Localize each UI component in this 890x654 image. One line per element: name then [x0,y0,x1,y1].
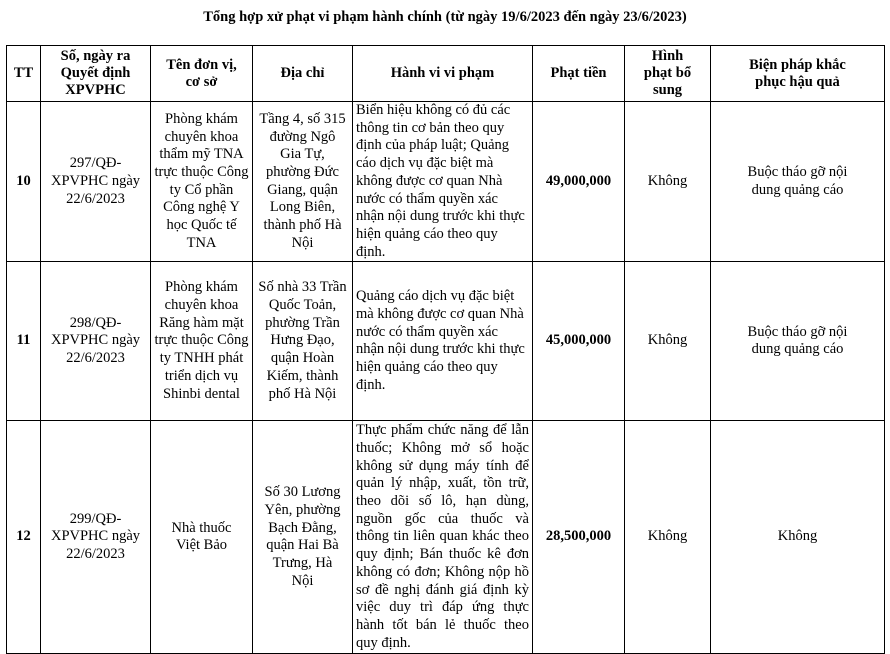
row-violation: Biển hiệu không có đủ các thông tin cơ bản theo quy định của pháp luật; Quảng cáo dịch vụ đặc biệt mà không được cơ quan Nhà nước có thẩm quyền xác nhận nội dung trước khi thực hiện quảng cáo theo quy định. [353,102,533,262]
row-extra: Không [625,421,711,654]
header-violation: Hành vi vi phạm [353,46,533,102]
row-extra: Không [625,262,711,421]
violations-table [6,45,885,654]
row-address: Số 30 Lương Yên, phường Bạch Đằng, quận Hai Bà Trưng, Hà Nội [253,421,353,654]
row-fine: 45,000,000 [533,262,625,421]
table-row [7,102,885,262]
header-unit: Tên đơn vị, cơ sở [151,46,253,102]
row-decision: 299/QĐ-XPVPHC ngày 22/6/2023 [41,421,151,654]
row-violation: Quảng cáo dịch vụ đặc biệt mà không được cơ quan Nhà nước có thẩm quyền xác nhận nội dung trước khi thực hiện quảng cáo theo quy định. [353,262,533,421]
row-tt: 11 [7,262,41,421]
row-remedy: Không [711,421,885,654]
header-decision: Số, ngày ra Quyết định XPVPHC [41,46,151,102]
row-fine: 49,000,000 [533,102,625,262]
table-row [7,421,885,654]
table-row [7,262,885,421]
row-address: Tầng 4, số 315 đường Ngô Gia Tự, phường Đức Giang, quận Long Biên, thành phố Hà Nội [253,102,353,262]
row-decision: 297/QĐ-XPVPHC ngày 22/6/2023 [41,102,151,262]
row-decision: 298/QĐ-XPVPHC ngày 22/6/2023 [41,262,151,421]
row-remedy: Buộc tháo gỡ nội dung quảng cáo [711,102,885,262]
header-tt: TT [7,46,41,102]
row-unit: Nhà thuốc Việt Bảo [151,421,253,654]
row-tt: 12 [7,421,41,654]
header-extra: Hình phạt bổ sung [625,46,711,102]
row-violation: Thực phẩm chức năng để lẫn thuốc; Không mở sổ hoặc không sử dụng máy tính để quản lý nhập, xuất, tồn trữ, theo dõi số lô, hạn dùng, nguồn gốc của thuốc và thông tin liên quan khác theo quy định; Bán thuốc kê đơn không có đơn; Không nộp hồ sơ đề nghị đánh giá định kỳ việc duy trì đáp ứng thực hành tốt bán lẻ thuốc theo quy định. [353,421,533,654]
page-title: Tổng hợp xử phạt vi phạm hành chính (từ ngày 19/6/2023 đến ngày 23/6/2023) [203,9,687,25]
header-address: Địa chỉ [253,46,353,102]
row-extra: Không [625,102,711,262]
row-unit: Phòng khám chuyên khoa thẩm mỹ TNA trực thuộc Công ty Cổ phần Công nghệ Y học Quốc tế TNA [151,102,253,262]
row-remedy: Buộc tháo gỡ nội dung quảng cáo [711,262,885,421]
row-fine: 28,500,000 [533,421,625,654]
header-remedy: Biện pháp khắc phục hậu quả [711,46,885,102]
row-tt: 10 [7,102,41,262]
header-row [7,46,885,102]
row-unit: Phòng khám chuyên khoa Răng hàm mặt trực thuộc Công ty TNHH phát triển dịch vụ Shinbi dental [151,262,253,421]
header-fine: Phạt tiền [533,46,625,102]
row-address: Số nhà 33 Trần Quốc Toản, phường Trần Hưng Đạo, quận Hoàn Kiếm, thành phố Hà Nội [253,262,353,421]
